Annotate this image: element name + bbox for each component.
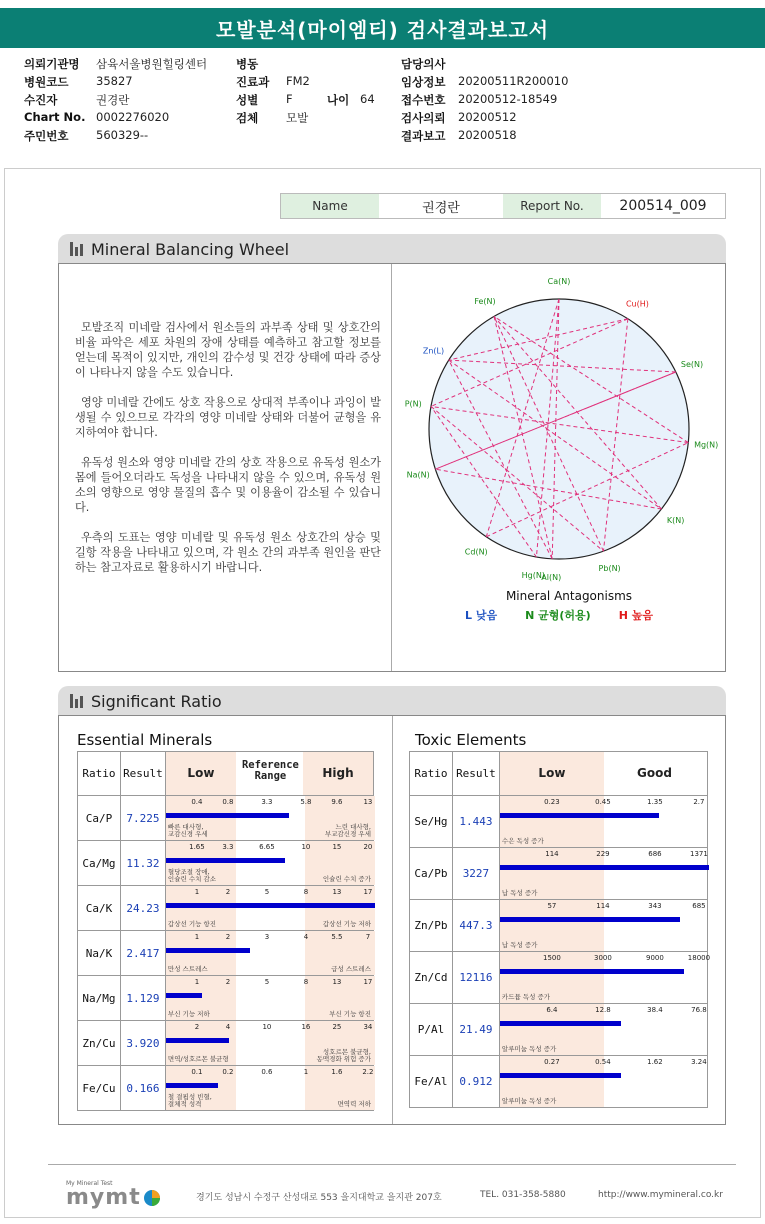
- low-note: 철 결핍성 빈혈, 결체적 성격: [167, 1093, 212, 1108]
- ratio-bar-cell: [165, 841, 373, 886]
- footer-url: http://www.mymineral.co.kr: [598, 1190, 723, 1200]
- ratio-bar-cell: [499, 1056, 707, 1108]
- tick-label: 229: [596, 850, 610, 858]
- tick-label: 9000: [646, 954, 664, 962]
- report-no-label: Report No.: [503, 194, 601, 218]
- toxic-table: [409, 751, 711, 1108]
- tick-label: 1.35: [647, 798, 663, 806]
- ratio-result: 21.49: [452, 1004, 499, 1056]
- range-ticks: [166, 843, 373, 853]
- result-bar: [166, 858, 285, 863]
- ratio-row: [410, 848, 708, 900]
- ratio-bar-cell: [165, 886, 373, 931]
- result-bar: [500, 1073, 621, 1078]
- ratio-result: 1.443: [452, 796, 499, 848]
- tick-label: 1.65: [189, 843, 205, 851]
- age-value: 64: [360, 92, 375, 106]
- tick-label: 0.8: [222, 798, 234, 806]
- mbw-panel: [58, 263, 726, 672]
- hdr-ratio: Ratio: [78, 752, 121, 796]
- ratio-name: Zn/Pb: [410, 900, 453, 952]
- code-label: 병원코드: [24, 75, 69, 89]
- ratio-bar-cell: [499, 1004, 707, 1056]
- report-no-value: 200514_009: [601, 194, 725, 218]
- ratio-bar-cell: [499, 848, 707, 900]
- mbw-paragraph: 우측의 도표는 영양 미네랄 및 유독성 원소 상호간의 상승 및 길항 작용을 나타내고 있으며, 각 원소 간의 과부족 원인을 판단하는 참고자료로 활용하시기 바랍니다.: [75, 531, 381, 574]
- range-ticks: [500, 1058, 707, 1068]
- name-label: Name: [281, 194, 379, 218]
- legend-high: H 높음: [618, 609, 653, 622]
- tick-label: 1.62: [647, 1058, 663, 1066]
- wheel-node-label: Al(N): [541, 572, 562, 582]
- legend-low: L 낮음: [465, 609, 498, 622]
- range-ticks: [500, 902, 707, 912]
- tick-label: 0.54: [595, 1058, 611, 1066]
- hdr-ratio: Ratio: [410, 752, 453, 796]
- age-label: 나이: [327, 93, 350, 107]
- tick-label: 0.6: [261, 1068, 273, 1076]
- ratio-row: [410, 952, 708, 1004]
- tick-label: 2.7: [693, 798, 705, 806]
- ratio-name: Ca/Pb: [410, 848, 453, 900]
- tick-label: 3.24: [691, 1058, 707, 1066]
- ratio-bar-cell: [499, 900, 707, 952]
- tick-label: 1371: [690, 850, 708, 858]
- wheel-node-label: Zn(L): [422, 346, 445, 356]
- logo-leaf-icon: [143, 1189, 161, 1207]
- low-note: 부신 기능 저하: [167, 1010, 210, 1018]
- tick-label: 1: [194, 978, 200, 986]
- tick-label: 5: [264, 978, 270, 986]
- bar-chart-icon: [70, 694, 83, 708]
- footer-divider: [48, 1164, 736, 1165]
- specimen-label: 검체: [236, 111, 259, 125]
- ratio-result: 0.166: [120, 1066, 165, 1111]
- tick-label: 2: [225, 978, 231, 986]
- tick-label: 13: [332, 888, 342, 896]
- sig-title: Significant Ratio: [91, 691, 222, 711]
- result-bar: [500, 865, 709, 870]
- specimen-value: 모발: [286, 111, 309, 125]
- tick-label: 0.2: [222, 1068, 234, 1076]
- ratio-row: [78, 1066, 374, 1111]
- tick-label: 18000: [687, 954, 711, 962]
- wheel-node-label: Na(N): [406, 470, 430, 480]
- result-bar: [500, 969, 684, 974]
- ratio-bar-cell: [165, 1066, 373, 1111]
- tick-label: 4: [225, 1023, 231, 1031]
- patient-info: [24, 56, 744, 146]
- ratio-row: [78, 796, 374, 841]
- tick-label: 10: [301, 843, 311, 851]
- hdr-high: High: [322, 766, 354, 780]
- ratio-row: [410, 1004, 708, 1056]
- ratio-result: 1.129: [120, 976, 165, 1021]
- ratio-bar-cell: [499, 796, 707, 848]
- ratio-name: Na/K: [78, 931, 121, 976]
- sig-divider: [392, 716, 393, 1124]
- wheel-node-label: Pb(N): [598, 564, 621, 574]
- wheel-node-label: Hg(N): [521, 570, 545, 580]
- name-value: 권경란: [379, 194, 503, 218]
- low-note: 면역/성호르몬 불균형: [167, 1055, 229, 1063]
- ratio-result: 3.920: [120, 1021, 165, 1066]
- tick-label: 2: [194, 1023, 200, 1031]
- chart-label: Chart No.: [24, 110, 86, 124]
- wheel-node-label: Mg(N): [694, 440, 719, 450]
- doctor-label: 담당의사: [401, 57, 446, 71]
- dept-label: 진료과: [236, 75, 270, 89]
- result-bar: [166, 1038, 229, 1043]
- ess-range-header: [165, 752, 373, 796]
- result-bar: [500, 1021, 621, 1026]
- tick-label: 2: [225, 933, 231, 941]
- tick-label: 5.5: [331, 933, 343, 941]
- footer-tel: TEL. 031-358-5880: [480, 1190, 566, 1200]
- toxic-note: 알루미늄 독성 증가: [501, 1045, 557, 1053]
- wheel-node-label: Cd(N): [464, 547, 488, 557]
- result-bar: [166, 1083, 218, 1088]
- wheel-caption: Mineral Antagonisms: [505, 589, 633, 603]
- clinical-label: 임상정보: [401, 75, 446, 89]
- request-value: 20200512: [458, 110, 517, 124]
- ratio-row: [410, 796, 708, 848]
- hdr-low: Low: [538, 766, 566, 780]
- essential-title: Essential Minerals: [77, 731, 213, 749]
- wheel-circle: [429, 296, 689, 559]
- tick-label: 3: [264, 933, 270, 941]
- tick-label: 0.45: [595, 798, 611, 806]
- range-ticks: [500, 954, 711, 964]
- wheel-node-label: Se(N): [680, 360, 704, 370]
- wheel-node-label: Ca(N): [547, 277, 571, 286]
- high-note: 성호르몬 불균형, 동맥경화 위험 증가: [316, 1048, 371, 1063]
- ratio-row: [410, 900, 708, 952]
- toxic-title: Toxic Elements: [415, 731, 527, 749]
- toxic-note: 납 독성 증가: [501, 941, 538, 949]
- tick-label: 1: [194, 933, 200, 941]
- tick-label: 57: [547, 902, 557, 910]
- tick-label: 9.6: [331, 798, 343, 806]
- sex-value: F: [286, 92, 293, 106]
- bar-chart-icon: [70, 242, 83, 256]
- toxic-note: 카드뮴 독성 증가: [501, 993, 551, 1001]
- tick-label: 25: [332, 1023, 342, 1031]
- ratio-result: 24.23: [120, 886, 165, 931]
- toxic-note: 납 독성 증가: [501, 889, 538, 897]
- patient-value: 권경란: [96, 93, 130, 107]
- ratio-row: [78, 886, 374, 931]
- essential-table: [77, 751, 374, 1111]
- toxic-note: 수은 독성 증가: [501, 837, 544, 845]
- ratio-name: P/Al: [410, 1004, 453, 1056]
- mbw-paragraph: 영양 미네랄 간에도 상호 작용으로 상대적 부족이나 과잉이 발생될 수 있으므로 각각의 영양 미네랄 상태와 더불어 균형을 유지하여야 합니다.: [75, 396, 381, 439]
- legend-normal: N 균형(허용): [525, 609, 591, 622]
- footer-address: 경기도 성남시 수정구 산성대로 553 을지대학교 을지관 207호: [196, 1193, 442, 1203]
- tick-label: 8: [303, 888, 309, 896]
- range-ticks: [500, 850, 707, 860]
- tick-label: 10: [262, 1023, 272, 1031]
- tick-label: 1500: [543, 954, 561, 962]
- ratio-name: Na/Mg: [78, 976, 121, 1021]
- ratio-name: Fe/Al: [410, 1056, 453, 1108]
- request-label: 검사의뢰: [401, 111, 446, 125]
- tick-label: 2: [225, 888, 231, 896]
- receipt-value: 20200512-18549: [458, 92, 558, 106]
- hdr-ref: Reference Range: [241, 759, 299, 782]
- result-bar: [500, 917, 680, 922]
- wheel-legend: [392, 607, 726, 623]
- result-bar: [166, 993, 202, 998]
- tick-label: 1: [194, 888, 200, 896]
- mbw-paragraph: 유독성 원소와 영양 미네랄 간의 상호 작용으로 유독성 원소가 몸에 들어오더라도 독성을 나타내지 않을 수 있으며, 유독성 원소의 영향으로 영양 물질의 흡수 및 이용율이 감소될 수 있습니다.: [75, 456, 381, 514]
- wheel-node-label: Cu(H): [625, 299, 649, 309]
- ratio-name: Ca/Mg: [78, 841, 121, 886]
- mbw-paragraph: 모발조직 미네랄 검사에서 원소들의 과부족 상태 및 상호간의 비율 파악은 세포 차원의 장애 상태를 예측하고 참고할 정보를 얻는데 목적이 있지만, 개인의 감수성 및 건강 상태에 따라 증상이 나타나지 않을 수도 있습니다.: [75, 321, 381, 379]
- mbw-description: [75, 320, 381, 590]
- high-note: 부신 기능 항진: [329, 1010, 371, 1018]
- hdr-result: Result: [120, 752, 165, 796]
- report-title: 모발분석(마이엠티) 검사결과보고서: [0, 8, 765, 48]
- sex-label: 성별: [236, 93, 259, 107]
- high-note: 느린 대사형, 부교감신경 우세: [324, 823, 371, 838]
- ratio-name: Se/Hg: [410, 796, 453, 848]
- ratio-result: 11.32: [120, 841, 165, 886]
- high-note: 인슐린 수치 증가: [322, 875, 371, 883]
- ratio-result: 0.912: [452, 1056, 499, 1108]
- ratio-bar-cell: [499, 952, 711, 1004]
- ratio-bar-cell: [165, 1021, 373, 1066]
- tick-label: 6.4: [546, 1006, 558, 1014]
- result-bar: [166, 813, 289, 818]
- hdr-low: Low: [187, 766, 215, 780]
- wheel-node-label: Fe(N): [474, 296, 496, 306]
- tick-label: 114: [596, 902, 610, 910]
- tick-label: 0.1: [191, 1068, 203, 1076]
- hdr-result: Result: [452, 752, 499, 796]
- ratio-result: 2.417: [120, 931, 165, 976]
- ratio-name: Zn/Cd: [410, 952, 453, 1004]
- tick-label: 6.65: [259, 843, 275, 851]
- tick-label: 3.3: [222, 843, 234, 851]
- low-note: 갑상선 기능 항진: [167, 920, 217, 928]
- tick-label: 7: [365, 933, 371, 941]
- logo-tagline: My Mineral Test: [66, 1180, 113, 1187]
- ratio-name: Ca/K: [78, 886, 121, 931]
- tick-label: 4: [303, 933, 309, 941]
- ratio-bar-cell: [165, 796, 373, 841]
- receipt-label: 접수번호: [401, 93, 446, 107]
- wheel-node-label: P(N): [404, 399, 422, 409]
- tick-label: 5: [264, 888, 270, 896]
- tick-label: 8: [303, 978, 309, 986]
- ratio-row: [78, 976, 374, 1021]
- hospital-label: 의뢰기관명: [24, 57, 80, 71]
- wheel-node-label: K(N): [666, 516, 685, 526]
- high-note: 면역력 저하: [337, 1100, 371, 1108]
- ratio-bar-cell: [165, 931, 373, 976]
- ratio-row: [78, 1021, 374, 1066]
- result-bar: [500, 813, 659, 818]
- ratio-row: [78, 841, 374, 886]
- hdr-good: Good: [637, 766, 672, 780]
- code-value: 35827: [96, 74, 133, 88]
- range-ticks: [166, 1068, 373, 1078]
- tick-label: 13: [363, 798, 373, 806]
- tick-label: 12.8: [595, 1006, 611, 1014]
- idnum-value: 560329--: [96, 128, 149, 142]
- ratio-name: Fe/Cu: [78, 1066, 121, 1111]
- toxic-note: 알루미늄 독성 증가: [501, 1097, 557, 1105]
- dept-value: FM2: [286, 74, 310, 88]
- reported-label: 결과보고: [401, 129, 446, 143]
- tick-label: 114: [545, 850, 559, 858]
- range-ticks: [500, 798, 707, 808]
- tick-label: 15: [332, 843, 342, 851]
- ratio-name: Zn/Cu: [78, 1021, 121, 1066]
- chart-value: 0002276020: [96, 110, 170, 124]
- result-bar: [166, 948, 250, 953]
- tick-label: 17: [363, 978, 373, 986]
- tick-label: 1.6: [331, 1068, 343, 1076]
- tick-label: 2.2: [362, 1068, 374, 1076]
- high-note: 갑상선 기능 저하: [322, 920, 371, 928]
- tick-label: 343: [648, 902, 662, 910]
- tick-label: 16: [301, 1023, 311, 1031]
- idnum-label: 주민번호: [24, 129, 69, 143]
- tick-label: 686: [648, 850, 662, 858]
- high-note: 급성 스트레스: [331, 965, 371, 973]
- ward-label: 병동: [236, 57, 259, 71]
- tick-label: 34: [363, 1023, 373, 1031]
- ratio-row: [78, 931, 374, 976]
- tick-label: 0.23: [544, 798, 560, 806]
- ratio-name: Ca/P: [78, 796, 121, 841]
- tox-range-header: [499, 752, 707, 796]
- mymt-logo: [66, 1180, 166, 1212]
- ratio-result: 12116: [452, 952, 499, 1004]
- tick-label: 0.27: [544, 1058, 560, 1066]
- tick-label: 3000: [594, 954, 612, 962]
- range-ticks: [166, 978, 373, 988]
- low-note: 혈당조절 장애, 인슐린 수치 감소: [167, 868, 217, 883]
- tick-label: 38.4: [647, 1006, 663, 1014]
- sig-header: [58, 686, 726, 716]
- range-ticks: [166, 798, 373, 808]
- patient-label: 수진자: [24, 93, 58, 107]
- name-table: [280, 193, 726, 219]
- low-note: 빠른 대사형, 교감신경 우세: [167, 823, 208, 838]
- tick-label: 20: [363, 843, 373, 851]
- reported-value: 20200518: [458, 128, 517, 142]
- range-ticks: [166, 888, 373, 898]
- tick-label: 5.8: [300, 798, 312, 806]
- tick-label: 3.3: [261, 798, 273, 806]
- tick-label: 76.8: [691, 1006, 707, 1014]
- ratio-row: [410, 1056, 708, 1108]
- logo-text: mymt: [66, 1185, 141, 1210]
- ratio-result: 7.225: [120, 796, 165, 841]
- range-ticks: [500, 1006, 707, 1016]
- ratio-bar-cell: [165, 976, 373, 1021]
- tick-label: 13: [332, 978, 342, 986]
- tick-label: 685: [692, 902, 706, 910]
- mbw-header: [58, 234, 726, 264]
- range-ticks: [166, 1023, 373, 1033]
- tick-label: 17: [363, 888, 373, 896]
- result-bar: [166, 903, 375, 908]
- hospital-value: 삼육서울병원힐링센터: [96, 57, 208, 71]
- ratio-result: 3227: [452, 848, 499, 900]
- ratio-result: 447.3: [452, 900, 499, 952]
- mineral-wheel: [392, 264, 726, 604]
- mbw-title: Mineral Balancing Wheel: [91, 239, 290, 259]
- low-note: 만성 스트레스: [167, 965, 208, 973]
- tick-label: 0.4: [191, 798, 203, 806]
- clinical-value: 20200511R200010: [458, 74, 569, 88]
- range-ticks: [166, 933, 373, 943]
- tick-label: 1: [303, 1068, 309, 1076]
